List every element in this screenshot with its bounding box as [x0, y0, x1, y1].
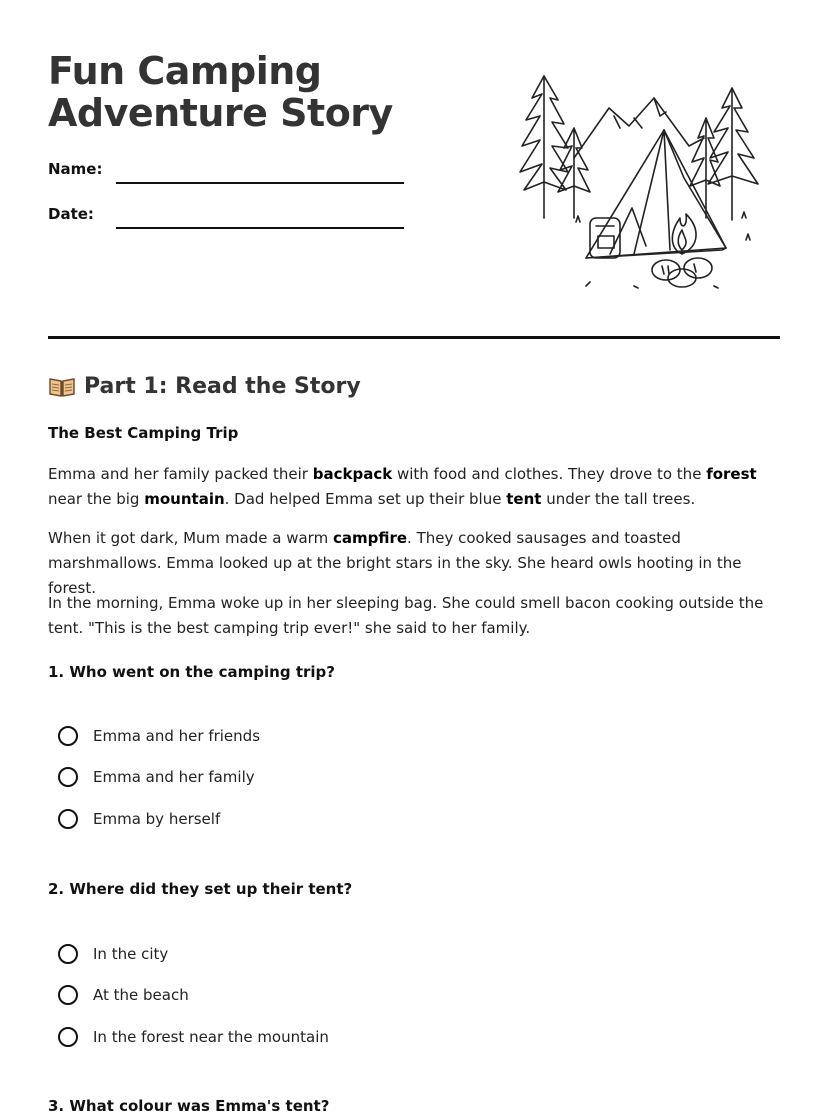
- camping-tent-illustration: [514, 68, 760, 300]
- date-line[interactable]: [116, 227, 404, 229]
- story-paragraph-2: [48, 526, 778, 601]
- date-label: Date:: [48, 205, 94, 223]
- option-label: In the forest near the mountain: [93, 1028, 329, 1046]
- radio-button[interactable]: [58, 767, 78, 787]
- open-book-icon: [48, 376, 76, 398]
- text-segment: When it got dark, Mum made a warm: [48, 529, 333, 547]
- question-1-option-3[interactable]: [58, 807, 220, 831]
- question-1-option-1[interactable]: [58, 724, 260, 748]
- radio-button[interactable]: [58, 944, 78, 964]
- page-title: Fun Camping Adventure Story: [48, 49, 393, 135]
- text-segment: near the big: [48, 490, 145, 508]
- text-segment: with food and clothes. They drove to the: [392, 465, 707, 483]
- name-line[interactable]: [116, 182, 404, 184]
- text-segment: Emma and her family packed their: [48, 465, 313, 483]
- keyword: forest: [706, 465, 757, 483]
- question-2-option-3[interactable]: [58, 1025, 329, 1049]
- radio-button[interactable]: [58, 985, 78, 1005]
- part1-heading: [48, 374, 361, 399]
- name-label: Name:: [48, 160, 103, 178]
- story-paragraph-3: [48, 591, 778, 641]
- keyword: mountain: [144, 490, 225, 508]
- date-field-row: [48, 205, 408, 229]
- story-paragraph-1: [48, 462, 778, 512]
- radio-button[interactable]: [58, 809, 78, 829]
- option-label: Emma and her family: [93, 768, 255, 786]
- option-label: In the city: [93, 945, 169, 963]
- question-2-option-1[interactable]: [58, 942, 168, 966]
- question-1-option-2[interactable]: [58, 765, 255, 789]
- option-label: At the beach: [93, 986, 189, 1004]
- radio-button[interactable]: [58, 1027, 78, 1047]
- question-2-option-2[interactable]: [58, 983, 189, 1007]
- keyword: campfire: [332, 529, 408, 547]
- question-1: 1. Who went on the camping trip?: [48, 663, 335, 681]
- question-3: 3. What colour was Emma's tent?: [48, 1097, 330, 1115]
- header-divider: [48, 336, 780, 339]
- question-2: 2. Where did they set up their tent?: [48, 880, 353, 898]
- text-segment: In the morning, Emma woke up in her sleeping bag. She could smell bacon cooking outside the tent. "This is the best camping trip ever!" she said to her family.: [48, 594, 764, 637]
- text-segment: . Dad helped Emma set up their blue: [224, 490, 507, 508]
- option-label: Emma by herself: [93, 810, 221, 828]
- text-segment: . They cooked sausages and toasted marshmallows. Emma looked up at the bright stars in the sky. She heard owls hooting in the forest.: [48, 529, 742, 597]
- story-title: The Best Camping Trip: [48, 424, 239, 442]
- radio-button[interactable]: [58, 726, 78, 746]
- name-field-row: [48, 160, 408, 184]
- part1-heading-text: Part 1: Read the Story: [84, 374, 361, 399]
- text-segment: under the tall trees.: [541, 490, 696, 508]
- keyword: backpack: [312, 465, 393, 483]
- option-label: Emma and her friends: [93, 727, 261, 745]
- keyword: tent: [506, 490, 542, 508]
